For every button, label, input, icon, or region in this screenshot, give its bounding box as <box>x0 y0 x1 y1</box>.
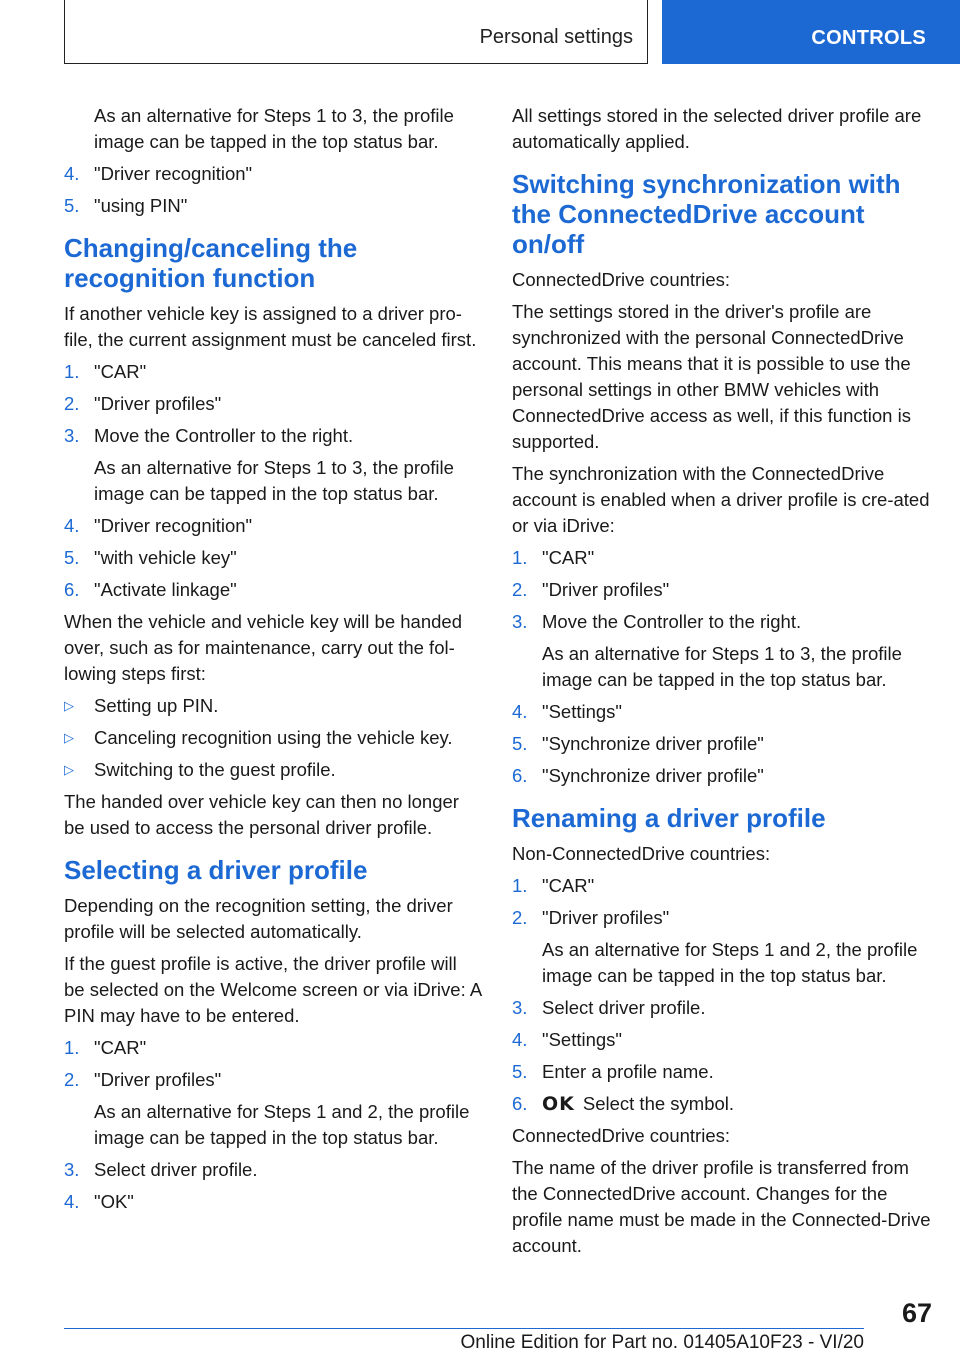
selecting-steps <box>64 1035 482 1215</box>
paragraph: ConnectedDrive countries: <box>512 269 730 290</box>
step-text: "Driver recognition" <box>94 515 253 536</box>
heading-rename: Renaming a driver profile <box>512 803 826 833</box>
list-item <box>64 161 482 187</box>
list-item <box>64 693 482 719</box>
step-note: As an alternative for Steps 1 to 3, the profile image can be tapped in the top status bar. <box>94 457 454 504</box>
list-item <box>512 1091 932 1117</box>
step-number: 5. <box>64 547 80 568</box>
step-text: "Settings" <box>542 1029 622 1050</box>
step-body <box>542 699 932 725</box>
footer-edition: Online Edition for Part no. 01405A10F23 - VI/20 <box>460 1332 864 1353</box>
list-item <box>64 1157 482 1183</box>
step-note: As an alternative for Steps 1 and 2, the profile image can be tapped in the top status bar. <box>542 939 918 986</box>
paragraph: All settings stored in the selected driver profile are automatically applied. <box>512 105 922 152</box>
chapter-tab: CONTROLS <box>662 0 960 64</box>
step-text: "with vehicle key" <box>94 547 237 568</box>
step-text: Select the symbol. <box>582 1093 735 1114</box>
list-item <box>64 359 482 385</box>
step-text: "Driver profiles" <box>542 579 670 600</box>
step-body <box>542 995 932 1021</box>
bullet-text: Canceling recognition using the vehicle key. <box>94 727 453 748</box>
paragraph: The handed over vehicle key can then no longer be used to access the personal driver profile. <box>64 791 459 838</box>
step-text: "Settings" <box>542 701 622 722</box>
paragraph: If the guest profile is active, the driver profile will be selected on the Welcome screen or via iDrive: A PIN may have to be entered. <box>64 953 482 1026</box>
step-body <box>94 1189 482 1215</box>
step-number: 2. <box>64 393 80 414</box>
step-number: 1. <box>64 1037 80 1058</box>
list-item <box>512 995 932 1021</box>
step-body <box>542 905 932 989</box>
step-number: 4. <box>64 163 80 184</box>
step-body <box>542 1059 932 1085</box>
triangle-bullet-icon: ▷ <box>64 730 74 745</box>
step-body <box>542 609 932 693</box>
list-item <box>512 577 932 603</box>
step-body <box>94 161 482 187</box>
step-body <box>542 545 932 571</box>
step-body <box>94 193 482 219</box>
step-body <box>542 873 932 899</box>
step-number: 2. <box>64 1069 80 1090</box>
list-item <box>512 699 932 725</box>
step-text: "Activate linkage" <box>94 579 237 600</box>
step-number: 1. <box>64 361 80 382</box>
bullet-text: Setting up PIN. <box>94 695 219 716</box>
changing-steps <box>64 359 482 603</box>
step-body <box>94 1157 482 1183</box>
step-text: Enter a profile name. <box>542 1061 714 1082</box>
triangle-bullet-icon: ▷ <box>64 698 74 713</box>
step-number: 4. <box>512 701 528 722</box>
paragraph: The name of the driver profile is transferred from the ConnectedDrive account. Changes for the profile name must be made in the Connected-Drive account. <box>512 1157 931 1256</box>
step-number: 1. <box>512 875 528 896</box>
step-number: 5. <box>64 195 80 216</box>
heading-selecting-profile: Selecting a driver profile <box>64 855 368 885</box>
step-number: 4. <box>64 515 80 536</box>
step-text: "CAR" <box>542 875 595 896</box>
step-body <box>94 1035 482 1061</box>
step-text: Select driver profile. <box>542 997 706 1018</box>
step-body <box>94 513 482 539</box>
step-body <box>94 545 482 571</box>
step-body <box>94 423 482 507</box>
heading-sync: Switching synchronization with the ConnectedDrive account on/off <box>512 169 901 259</box>
right-column <box>512 103 932 1265</box>
paragraph: The settings stored in the driver's profile are synchronized with the personal ConnectedDrive account. This means that it is possible to use the personal settings in other BMW vehicles with ConnectedDrive access as well, if this function is supported. <box>512 301 911 452</box>
list-item <box>512 763 932 789</box>
step-number: 5. <box>512 1061 528 1082</box>
triangle-bullet-icon: ▷ <box>64 762 74 777</box>
step-body <box>542 1027 932 1053</box>
footer-divider <box>64 1328 864 1329</box>
step-text: "OK" <box>94 1191 134 1212</box>
paragraph: As an alternative for Steps 1 to 3, the profile image can be tapped in the top status bar. <box>94 105 454 152</box>
step-body <box>94 359 482 385</box>
list-item <box>512 545 932 571</box>
ok-icon: OK <box>542 1093 575 1115</box>
step-body <box>94 1067 482 1151</box>
step-number: 5. <box>512 733 528 754</box>
step-number: 2. <box>512 579 528 600</box>
left-column <box>64 103 482 1221</box>
list-item <box>512 873 932 899</box>
section-title: Personal settings <box>64 0 648 64</box>
list-item <box>512 1027 932 1053</box>
step-number: 4. <box>512 1029 528 1050</box>
step-text: "Driver profiles" <box>94 1069 222 1090</box>
step-body <box>542 1091 932 1117</box>
paragraph: Depending on the recognition setting, the driver profile will be selected automatically. <box>64 895 453 942</box>
step-number: 1. <box>512 547 528 568</box>
step-note: As an alternative for Steps 1 and 2, the profile image can be tapped in the top status bar. <box>94 1101 470 1148</box>
list-item <box>64 423 482 507</box>
list-item <box>64 545 482 571</box>
step-text: "Synchronize driver profile" <box>542 765 764 786</box>
step-number: 6. <box>64 579 80 600</box>
list-item <box>64 391 482 417</box>
paragraph: If another vehicle key is assigned to a driver pro-file, the current assignment must be canceled first. <box>64 303 477 350</box>
handover-list <box>64 693 482 783</box>
intro-steps <box>64 161 482 219</box>
step-body <box>94 391 482 417</box>
heading-changing-recognition: Changing/canceling the recognition function <box>64 233 358 293</box>
step-text: "Driver profiles" <box>94 393 222 414</box>
list-item <box>512 609 932 693</box>
step-number: 6. <box>512 765 528 786</box>
step-number: 3. <box>64 425 80 446</box>
step-text: "using PIN" <box>94 195 188 216</box>
step-text: "Synchronize driver profile" <box>542 733 764 754</box>
page-header <box>0 0 960 66</box>
rename-steps <box>512 873 932 1117</box>
step-body <box>94 577 482 603</box>
step-text: "CAR" <box>94 1037 147 1058</box>
step-text: Select driver profile. <box>94 1159 258 1180</box>
list-item <box>64 1189 482 1215</box>
sync-steps <box>512 545 932 789</box>
list-item <box>512 905 932 989</box>
step-body <box>542 577 932 603</box>
step-text: "Driver profiles" <box>542 907 670 928</box>
list-item <box>64 725 482 751</box>
list-item <box>512 731 932 757</box>
step-number: 3. <box>512 997 528 1018</box>
list-item <box>64 1067 482 1151</box>
list-item <box>64 577 482 603</box>
paragraph: The synchronization with the ConnectedDrive account is enabled when a driver profile is cre-ated or via iDrive: <box>512 463 930 536</box>
list-item <box>64 513 482 539</box>
step-note: As an alternative for Steps 1 to 3, the profile image can be tapped in the top status bar. <box>542 643 902 690</box>
step-text: Move the Controller to the right. <box>542 611 802 632</box>
step-text: "CAR" <box>94 361 147 382</box>
list-item <box>64 1035 482 1061</box>
page-number: 67 <box>901 1298 932 1328</box>
bullet-text: Switching to the guest profile. <box>94 759 336 780</box>
step-number: 2. <box>512 907 528 928</box>
paragraph: ConnectedDrive countries: <box>512 1125 730 1146</box>
list-item <box>64 193 482 219</box>
step-number: 6. <box>512 1093 528 1114</box>
step-number: 3. <box>512 611 528 632</box>
step-number: 4. <box>64 1191 80 1212</box>
step-body <box>542 763 932 789</box>
list-item <box>512 1059 932 1085</box>
step-text: "Driver recognition" <box>94 163 253 184</box>
step-body <box>542 731 932 757</box>
step-text: "CAR" <box>542 547 595 568</box>
list-item <box>64 757 482 783</box>
paragraph: Non-ConnectedDrive countries: <box>512 843 771 864</box>
step-text: Move the Controller to the right. <box>94 425 354 446</box>
step-number: 3. <box>64 1159 80 1180</box>
paragraph: When the vehicle and vehicle key will be handed over, such as for maintenance, carry out the fol-lowing steps first: <box>64 611 462 684</box>
